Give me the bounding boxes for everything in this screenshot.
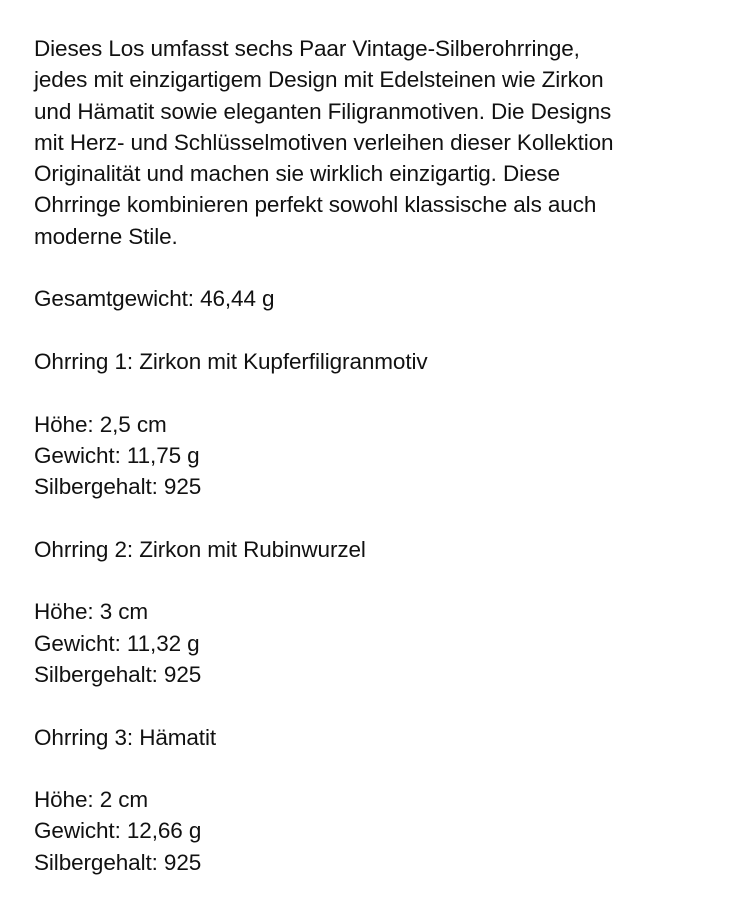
earring-2-section bbox=[34, 534, 724, 690]
earring-title: Ohrring 2: Zirkon mit Rubinwurzel bbox=[34, 536, 366, 562]
earring-weight: Gewicht: 11,75 g bbox=[34, 442, 200, 468]
description-line: jedes mit einzigartigem Design mit Edelsteinen wie Zirkon bbox=[34, 67, 604, 93]
description-paragraph bbox=[34, 33, 724, 252]
earring-weight: Gewicht: 12,66 g bbox=[34, 818, 202, 844]
document-body bbox=[34, 33, 724, 878]
description-line: und Hämatit sowie eleganten Filigranmotiven. Die Designs bbox=[34, 98, 612, 124]
earring-height: Höhe: 2 cm bbox=[34, 787, 149, 813]
earring-silver-content: Silbergehalt: 925 bbox=[34, 661, 202, 687]
earring-height: Höhe: 2,5 cm bbox=[34, 411, 167, 437]
earring-1-section bbox=[34, 346, 724, 502]
earring-silver-content: Silbergehalt: 925 bbox=[34, 849, 202, 875]
description-line: Dieses Los umfasst sechs Paar Vintage-Silberohrringe, bbox=[34, 36, 580, 61]
earring-weight: Gewicht: 11,32 g bbox=[34, 630, 200, 656]
total-weight: Gesamtgewicht: 46,44 g bbox=[34, 286, 275, 312]
description-line: Originalität und machen sie wirklich einzigartig. Diese bbox=[34, 161, 560, 187]
earring-3-section bbox=[34, 722, 724, 878]
description-line: mit Herz- und Schlüsselmotiven verleihen dieser Kollektion bbox=[34, 129, 614, 155]
description-line: moderne Stile. bbox=[34, 223, 178, 249]
earring-height: Höhe: 3 cm bbox=[34, 599, 149, 625]
description-line: Ohrringe kombinieren perfekt sowohl klassische als auch bbox=[34, 192, 597, 218]
earring-silver-content: Silbergehalt: 925 bbox=[34, 474, 202, 500]
earring-title: Ohrring 3: Hämatit bbox=[34, 724, 217, 750]
earring-title: Ohrring 1: Zirkon mit Kupferfiligranmotiv bbox=[34, 348, 428, 374]
